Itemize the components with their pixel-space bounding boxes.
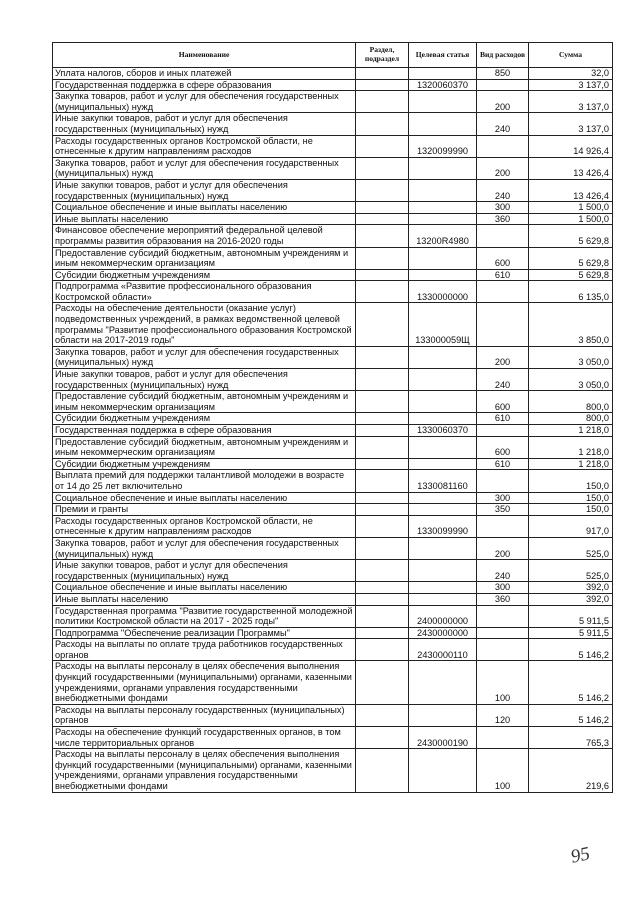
table-row	[53, 436, 613, 458]
cell-expense-type	[477, 79, 529, 91]
table-row	[53, 537, 613, 559]
cell-sum: 3 850,0	[529, 303, 613, 346]
cell-sum: 917,0	[529, 515, 613, 537]
cell-sum: 14 926,4	[529, 135, 613, 157]
table-row	[53, 135, 613, 157]
cell-target	[409, 582, 477, 594]
cell-target	[409, 68, 477, 80]
cell-name: Закупка товаров, работ и услуг для обеспечения государственных (муниципальных) нужд	[53, 157, 356, 179]
cell-expense-type	[477, 727, 529, 749]
cell-expense-type	[477, 605, 529, 627]
table-row	[53, 303, 613, 346]
cell-sum: 5 629,8	[529, 269, 613, 281]
cell-expense-type	[477, 135, 529, 157]
cell-section	[356, 346, 409, 368]
cell-expense-type: 360	[477, 593, 529, 605]
cell-sum: 525,0	[529, 537, 613, 559]
table-row	[53, 560, 613, 582]
cell-sum: 219,6	[529, 749, 613, 792]
cell-expense-type	[477, 515, 529, 537]
cell-expense-type: 100	[477, 661, 529, 704]
cell-expense-type: 300	[477, 582, 529, 594]
cell-sum: 150,0	[529, 504, 613, 516]
cell-expense-type: 120	[477, 704, 529, 726]
cell-sum: 150,0	[529, 470, 613, 492]
cell-section	[356, 639, 409, 661]
cell-sum: 5 146,2	[529, 704, 613, 726]
table-row	[53, 492, 613, 504]
table-row	[53, 213, 613, 225]
cell-sum: 1 500,0	[529, 213, 613, 225]
cell-expense-type: 200	[477, 157, 529, 179]
cell-section	[356, 113, 409, 135]
cell-section	[356, 436, 409, 458]
cell-section	[356, 605, 409, 627]
cell-target: 2430000110	[409, 639, 477, 661]
cell-expense-type	[477, 303, 529, 346]
cell-section	[356, 303, 409, 346]
cell-section	[356, 213, 409, 225]
cell-section	[356, 593, 409, 605]
cell-target	[409, 202, 477, 214]
cell-expense-type	[477, 281, 529, 303]
cell-expense-type: 300	[477, 492, 529, 504]
table-row	[53, 605, 613, 627]
cell-section	[356, 492, 409, 504]
cell-name: Социальное обеспечение и иные выплаты населению	[53, 492, 356, 504]
cell-section	[356, 537, 409, 559]
cell-sum: 5 146,2	[529, 661, 613, 704]
table-row	[53, 627, 613, 639]
cell-name: Расходы на обеспечение деятельности (оказание услуг) подведомственных учреждений, в рамках ведомственной целевой программы "Развитие профессионального образования Костромской области на 2017-2019 годы"	[53, 303, 356, 346]
cell-name: Уплата налогов, сборов и иных платежей	[53, 68, 356, 80]
cell-name: Субсидии бюджетным учреждениям	[53, 458, 356, 470]
table-row	[53, 68, 613, 80]
table-row	[53, 504, 613, 516]
cell-sum: 5 629,8	[529, 247, 613, 269]
cell-sum: 5 146,2	[529, 639, 613, 661]
cell-sum: 525,0	[529, 560, 613, 582]
cell-name: Расходы государственных органов Костромской области, не отнесенные к другим направлениям расходов	[53, 135, 356, 157]
table-row	[53, 79, 613, 91]
cell-section	[356, 68, 409, 80]
cell-name: Премии и гранты	[53, 504, 356, 516]
cell-target	[409, 269, 477, 281]
cell-expense-type	[477, 425, 529, 437]
cell-expense-type: 600	[477, 436, 529, 458]
cell-name: Субсидии бюджетным учреждениям	[53, 413, 356, 425]
table-row	[53, 582, 613, 594]
cell-name: Предоставление субсидий бюджетным, автономным учреждениям и иным некоммерческим организациям	[53, 247, 356, 269]
table-row	[53, 639, 613, 661]
table-row	[53, 391, 613, 413]
table-row	[53, 269, 613, 281]
cell-expense-type: 100	[477, 749, 529, 792]
cell-target	[409, 560, 477, 582]
table-row	[53, 413, 613, 425]
cell-target	[409, 504, 477, 516]
cell-target	[409, 91, 477, 113]
cell-name: Иные закупки товаров, работ и услуг для обеспечения государственных (муниципальных) нужд	[53, 560, 356, 582]
cell-name: Закупка товаров, работ и услуг для обеспечения государственных (муниципальных) нужд	[53, 346, 356, 368]
cell-sum: 6 135,0	[529, 281, 613, 303]
cell-sum: 5 911,5	[529, 605, 613, 627]
cell-section	[356, 470, 409, 492]
cell-section	[356, 413, 409, 425]
cell-sum: 3 137,0	[529, 113, 613, 135]
cell-section	[356, 704, 409, 726]
cell-name: Подпрограмма "Обеспечение реализации Программы"	[53, 627, 356, 639]
cell-expense-type: 600	[477, 247, 529, 269]
cell-name: Государственная программа "Развитие государственной молодежной политики Костромской области на 2017 - 2025 годы"	[53, 605, 356, 627]
cell-name: Социальное обеспечение и иные выплаты населению	[53, 202, 356, 214]
cell-expense-type: 610	[477, 269, 529, 281]
cell-section	[356, 91, 409, 113]
cell-name: Иные выплаты населению	[53, 213, 356, 225]
table-row	[53, 113, 613, 135]
cell-expense-type: 610	[477, 413, 529, 425]
cell-expense-type: 200	[477, 91, 529, 113]
cell-target: 1320099990	[409, 135, 477, 157]
cell-target: 1330000000	[409, 281, 477, 303]
table-row	[53, 281, 613, 303]
cell-target: 13200R4980	[409, 225, 477, 247]
header-target: Целевая статья	[409, 43, 477, 68]
cell-name: Расходы на обеспечение функций государственных органов, в том числе территориальных органов	[53, 727, 356, 749]
cell-section	[356, 135, 409, 157]
cell-target: 1330060370	[409, 425, 477, 437]
table-row	[53, 369, 613, 391]
cell-name: Иные закупки товаров, работ и услуг для обеспечения государственных (муниципальных) нужд	[53, 179, 356, 201]
cell-expense-type: 350	[477, 504, 529, 516]
cell-sum: 13 426,4	[529, 157, 613, 179]
table-header-row	[53, 43, 613, 68]
cell-expense-type: 240	[477, 369, 529, 391]
table-row	[53, 661, 613, 704]
cell-target	[409, 704, 477, 726]
cell-sum: 150,0	[529, 492, 613, 504]
cell-sum: 1 218,0	[529, 425, 613, 437]
table-row	[53, 458, 613, 470]
cell-section	[356, 425, 409, 437]
cell-target: 1330081160	[409, 470, 477, 492]
cell-target: 2430000190	[409, 727, 477, 749]
cell-target	[409, 537, 477, 559]
cell-section	[356, 202, 409, 214]
cell-target: 2400000000	[409, 605, 477, 627]
cell-sum: 800,0	[529, 413, 613, 425]
cell-name: Финансовое обеспечение мероприятий федеральной целевой программы развития образования на 2016-2020 годы	[53, 225, 356, 247]
cell-sum: 5 911,5	[529, 627, 613, 639]
cell-sum: 1 218,0	[529, 436, 613, 458]
budget-table-sheet	[52, 42, 612, 793]
cell-target: 133000059Щ	[409, 303, 477, 346]
cell-target	[409, 391, 477, 413]
cell-name: Государственная поддержка в сфере образования	[53, 425, 356, 437]
cell-section	[356, 79, 409, 91]
cell-target	[409, 413, 477, 425]
cell-section	[356, 627, 409, 639]
cell-sum: 392,0	[529, 582, 613, 594]
cell-target	[409, 157, 477, 179]
table-row	[53, 425, 613, 437]
table-row	[53, 593, 613, 605]
cell-name: Расходы государственных органов Костромской области, не отнесенные к другим направлениям расходов	[53, 515, 356, 537]
table-row	[53, 202, 613, 214]
cell-expense-type: 200	[477, 537, 529, 559]
cell-section	[356, 269, 409, 281]
cell-name: Иные закупки товаров, работ и услуг для обеспечения государственных (муниципальных) нужд	[53, 113, 356, 135]
cell-name: Расходы на выплаты персоналу в целях обеспечения выполнения функций государственными (муниципальными) органами, казенными учреждениями, органами управления государственными внебюджетными фондами	[53, 749, 356, 792]
cell-target	[409, 436, 477, 458]
cell-section	[356, 179, 409, 201]
cell-sum: 1 500,0	[529, 202, 613, 214]
cell-target	[409, 247, 477, 269]
table-row	[53, 749, 613, 792]
cell-expense-type: 600	[477, 391, 529, 413]
table-row	[53, 346, 613, 368]
cell-section	[356, 225, 409, 247]
cell-sum: 32,0	[529, 68, 613, 80]
cell-section	[356, 727, 409, 749]
cell-sum: 392,0	[529, 593, 613, 605]
cell-name: Расходы на выплаты по оплате труда работников государственных органов	[53, 639, 356, 661]
cell-target	[409, 113, 477, 135]
cell-expense-type: 200	[477, 346, 529, 368]
table-row	[53, 515, 613, 537]
cell-name: Закупка товаров, работ и услуг для обеспечения государственных (муниципальных) нужд	[53, 91, 356, 113]
cell-target	[409, 213, 477, 225]
header-expense-type: Вид расходов	[477, 43, 529, 68]
page-number: 95	[568, 843, 592, 868]
cell-section	[356, 582, 409, 594]
cell-name: Выплата премий для поддержки талантливой молодежи в возрасте от 14 до 25 лет включительно	[53, 470, 356, 492]
cell-target: 1320060370	[409, 79, 477, 91]
cell-target	[409, 593, 477, 605]
cell-sum: 3 050,0	[529, 346, 613, 368]
table-row	[53, 179, 613, 201]
cell-name: Подпрограмма «Развитие профессионального образования Костромской области»	[53, 281, 356, 303]
cell-expense-type: 240	[477, 113, 529, 135]
cell-section	[356, 661, 409, 704]
cell-target	[409, 661, 477, 704]
cell-section	[356, 157, 409, 179]
cell-expense-type	[477, 225, 529, 247]
cell-expense-type	[477, 470, 529, 492]
cell-sum: 13 426,4	[529, 179, 613, 201]
cell-sum: 800,0	[529, 391, 613, 413]
table-row	[53, 704, 613, 726]
header-name: Наименование	[53, 43, 356, 68]
cell-section	[356, 281, 409, 303]
table-row	[53, 727, 613, 749]
cell-target	[409, 369, 477, 391]
cell-expense-type	[477, 639, 529, 661]
cell-name: Субсидии бюджетным учреждениям	[53, 269, 356, 281]
cell-sum: 3 137,0	[529, 79, 613, 91]
cell-name: Предоставление субсидий бюджетным, автономным учреждениям и иным некоммерческим организациям	[53, 436, 356, 458]
table-row	[53, 225, 613, 247]
cell-section	[356, 504, 409, 516]
cell-sum: 765,3	[529, 727, 613, 749]
table-row	[53, 91, 613, 113]
cell-target	[409, 492, 477, 504]
cell-expense-type: 610	[477, 458, 529, 470]
cell-expense-type: 300	[477, 202, 529, 214]
cell-expense-type: 240	[477, 179, 529, 201]
cell-name: Иные закупки товаров, работ и услуг для обеспечения государственных (муниципальных) нужд	[53, 369, 356, 391]
cell-name: Государственная поддержка в сфере образования	[53, 79, 356, 91]
header-sum: Сумма	[529, 43, 613, 68]
cell-sum: 3 050,0	[529, 369, 613, 391]
cell-name: Иные выплаты населению	[53, 593, 356, 605]
cell-sum: 5 629,8	[529, 225, 613, 247]
table-body	[53, 68, 613, 793]
cell-name: Расходы на выплаты персоналу в целях обеспечения выполнения функций государственными (муниципальными) органами, казенными учреждениями, органами управления государственными внебюджетными фондами	[53, 661, 356, 704]
cell-target	[409, 458, 477, 470]
header-section: Раздел, подраздел	[356, 43, 409, 68]
cell-expense-type	[477, 627, 529, 639]
cell-name: Предоставление субсидий бюджетным, автономным учреждениям и иным некоммерческим организациям	[53, 391, 356, 413]
cell-expense-type: 240	[477, 560, 529, 582]
cell-name: Социальное обеспечение и иные выплаты населению	[53, 582, 356, 594]
cell-target: 2430000000	[409, 627, 477, 639]
table-row	[53, 247, 613, 269]
cell-section	[356, 247, 409, 269]
table-row	[53, 157, 613, 179]
cell-name: Закупка товаров, работ и услуг для обеспечения государственных (муниципальных) нужд	[53, 537, 356, 559]
budget-table	[52, 42, 613, 793]
cell-target	[409, 179, 477, 201]
cell-expense-type: 360	[477, 213, 529, 225]
cell-section	[356, 515, 409, 537]
cell-name: Расходы на выплаты персоналу государственных (муниципальных) органов	[53, 704, 356, 726]
cell-sum: 3 137,0	[529, 91, 613, 113]
cell-sum: 1 218,0	[529, 458, 613, 470]
cell-section	[356, 560, 409, 582]
cell-expense-type: 850	[477, 68, 529, 80]
cell-section	[356, 391, 409, 413]
cell-target	[409, 749, 477, 792]
cell-target	[409, 346, 477, 368]
cell-section	[356, 749, 409, 792]
table-row	[53, 470, 613, 492]
cell-section	[356, 458, 409, 470]
cell-section	[356, 369, 409, 391]
cell-target: 1330099990	[409, 515, 477, 537]
